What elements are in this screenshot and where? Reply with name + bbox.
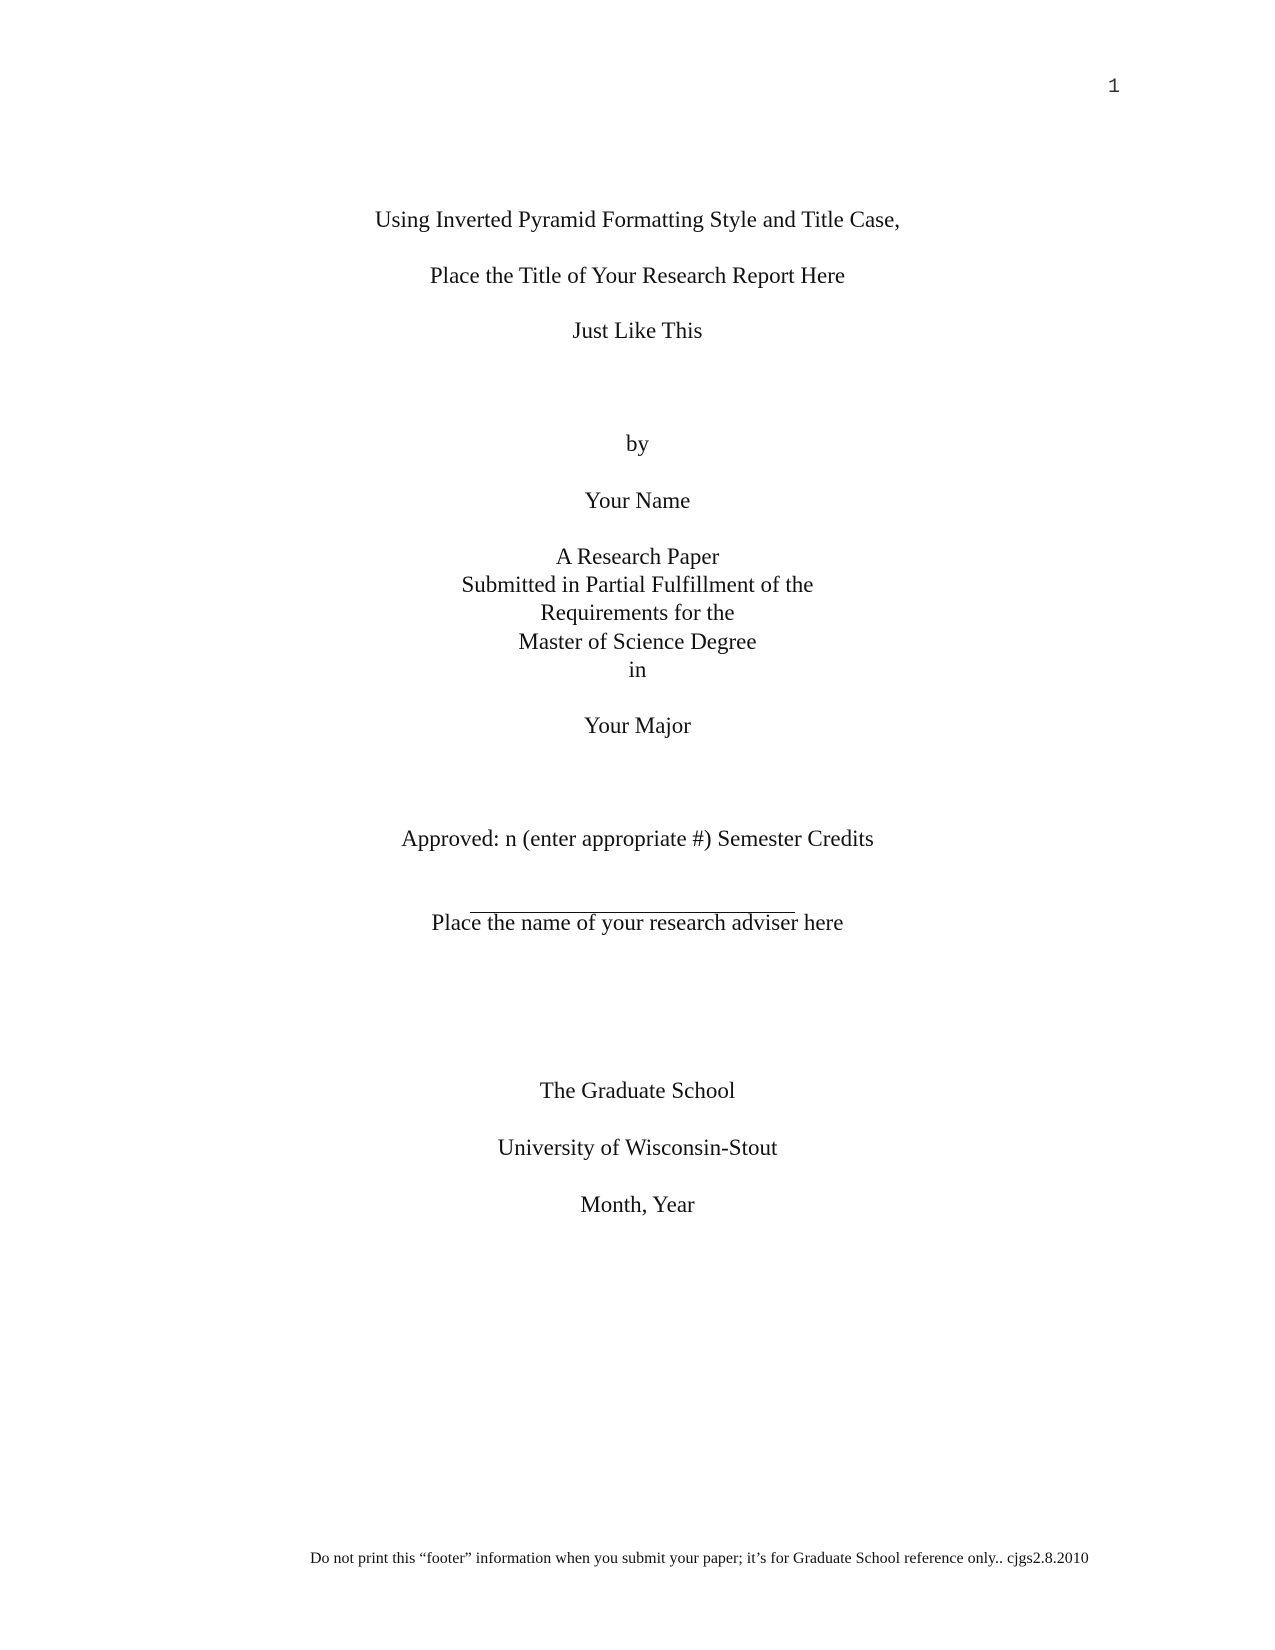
author-name: Your Name [584, 488, 691, 513]
page-number: 1 [1107, 76, 1120, 99]
submission-line-4: Master of Science Degree [518, 629, 757, 654]
title-line-2: Place the Title of Your Research Report Here [429, 263, 846, 288]
major: Your Major [584, 713, 691, 738]
submission-line-1: A Research Paper [555, 544, 720, 569]
submission-date: Month, Year [580, 1192, 695, 1217]
by-label: by [626, 431, 649, 456]
title-line-1: Using Inverted Pyramid Formatting Style and Title Case, [374, 207, 901, 232]
university: University of Wisconsin-Stout [497, 1135, 778, 1160]
submission-line-3: Requirements for the [540, 600, 735, 625]
page-footer: Do not print this “footer” information when you submit your paper; it’s for Graduate School reference only.. cjgs2.8.2010 [310, 1550, 1089, 1567]
title-line-3: Just Like This [572, 318, 703, 343]
adviser-name: Place the name of your research adviser here [431, 910, 844, 935]
submission-line-5: in [628, 657, 647, 682]
graduate-school: The Graduate School [539, 1078, 736, 1103]
approval-credits: Approved: n (enter appropriate #) Semester Credits [401, 826, 874, 851]
submission-line-2: Submitted in Partial Fulfillment of the [461, 572, 814, 597]
